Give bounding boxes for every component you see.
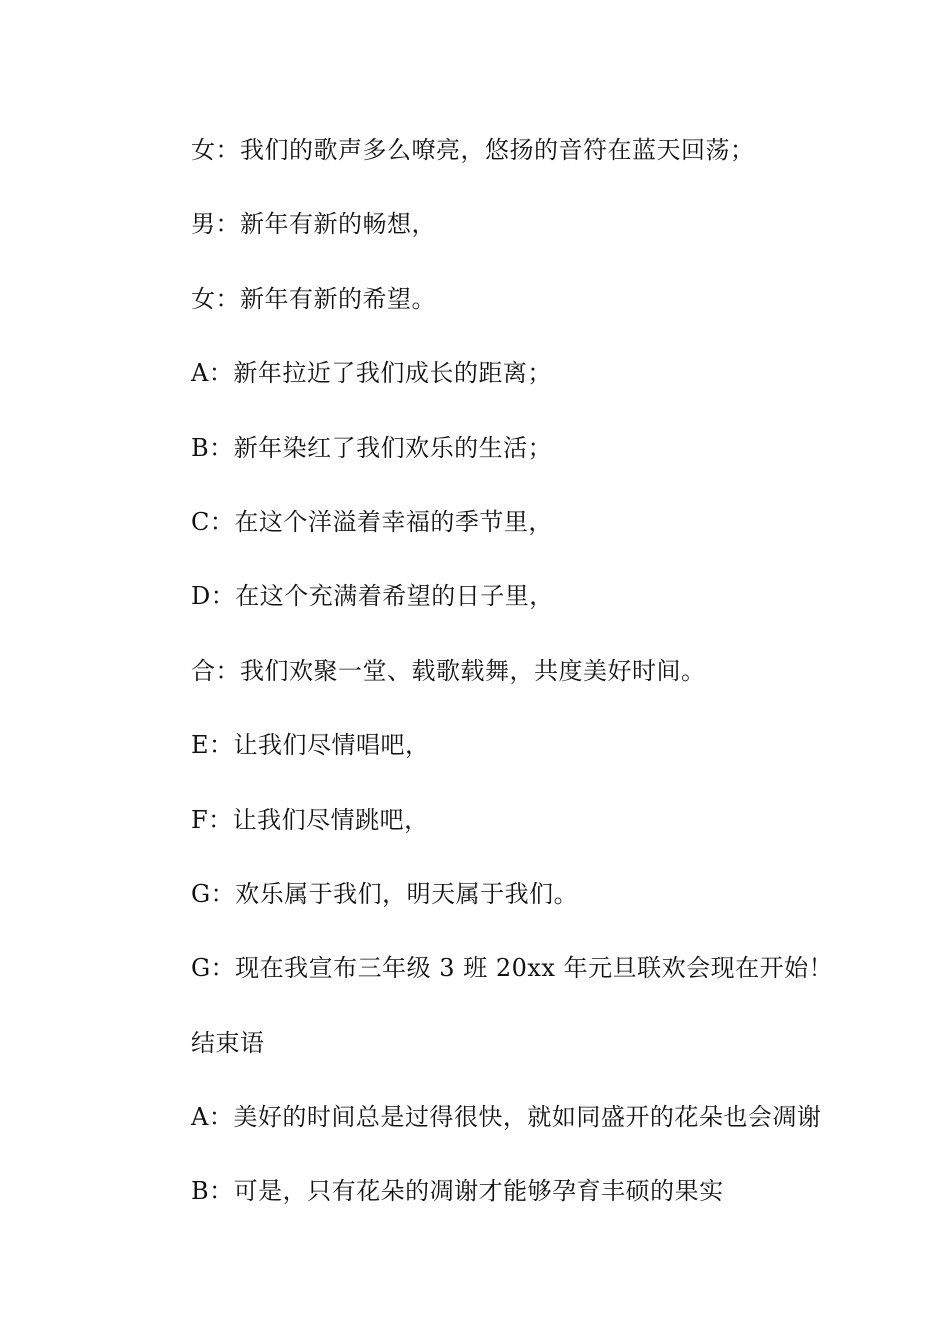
line-b-2: B：可是，只有花朵的凋谢才能够孕育丰硕的果实 [191, 1177, 724, 1206]
line-d-1: D：在这个充满着希望的日子里， [191, 582, 554, 611]
line-g-1: G：欢乐属于我们，明天属于我们。 [191, 879, 579, 908]
line-b-1: B：新年染红了我们欢乐的生活； [191, 433, 553, 462]
line-a-2: A：美好的时间总是过得很快，就如同盛开的花朵也会凋谢 [191, 1103, 822, 1132]
line-female-1: 女：我们的歌声多么嘹亮，悠扬的音符在蓝天回荡； [191, 136, 755, 164]
line-e-1: E：让我们尽情唱吧， [191, 731, 430, 760]
line-a-1: A：新年拉近了我们成长的距离； [191, 359, 552, 388]
line-g-2: G：现在我宣布三年级 3 班 20xx 年元旦联欢会现在开始！ [191, 954, 834, 983]
line-f-1: F：让我们尽情跳吧， [191, 805, 429, 834]
line-female-2: 女：新年有新的希望。 [191, 284, 436, 313]
line-male-1: 男：新年有新的畅想， [191, 210, 436, 239]
line-c-1: C：在这个洋溢着幸福的季节里， [191, 507, 553, 536]
section-heading-closing: 结束语 [191, 1028, 265, 1057]
line-together: 合：我们欢聚一堂、载歌载舞，共度美好时间。 [191, 656, 706, 685]
document-body [191, 132, 891, 1248]
